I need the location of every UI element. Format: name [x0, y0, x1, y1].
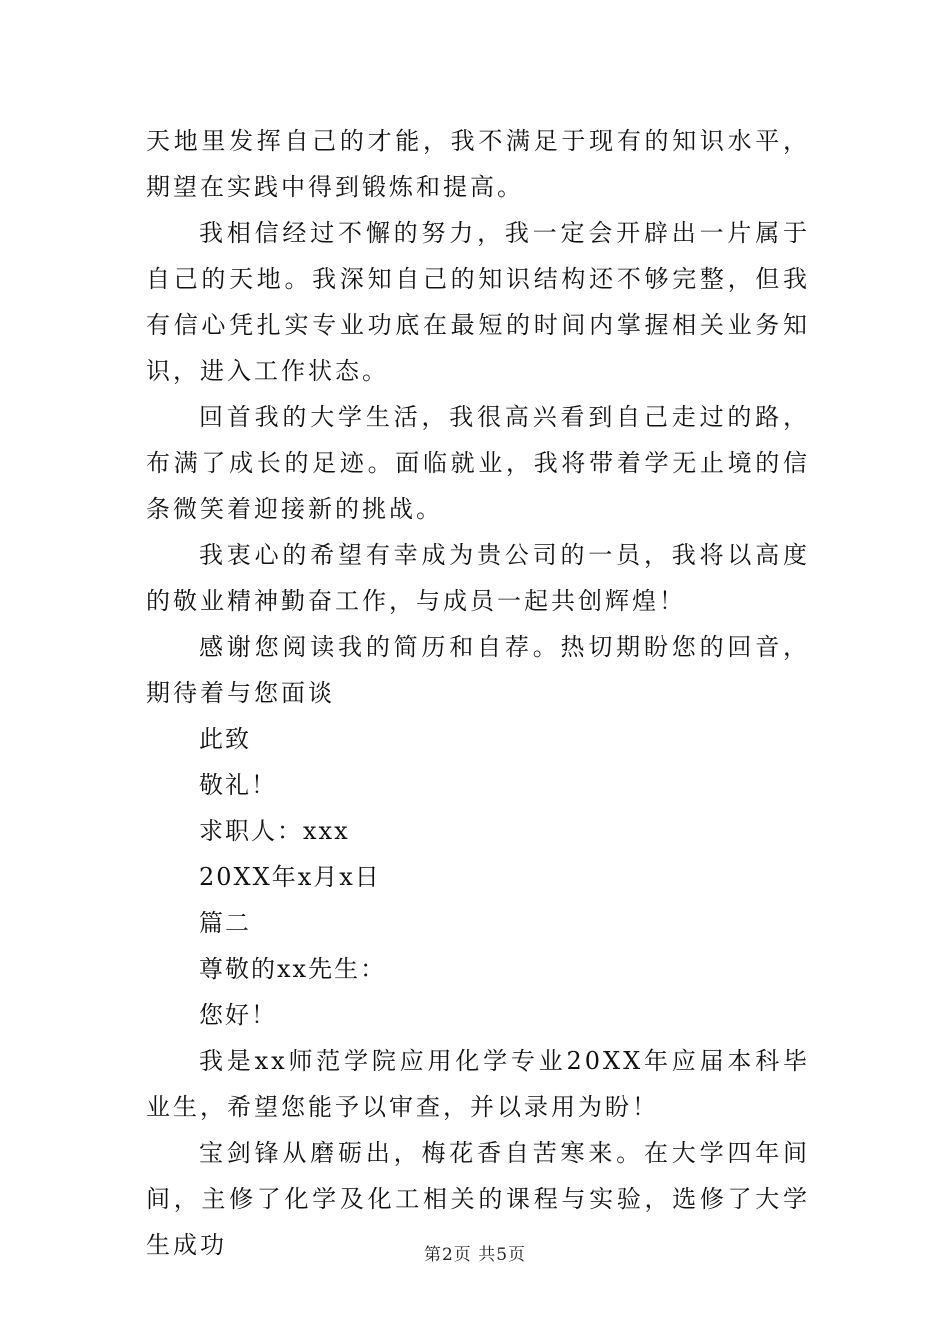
document-body	[146, 118, 810, 1268]
page-footer: 第2页 共5页	[423, 1245, 527, 1265]
paragraph-confidence: 我相信经过不懈的努力，我一定会开辟出一片属于自己的天地。我深知自己的知识结构还不够完整，但我有信心凭扎实专业功底在最短的时间内掌握相关业务知识，进入工作状态。	[146, 219, 810, 385]
section-title: 篇二	[199, 909, 251, 937]
paragraph-thanks: 感谢您阅读我的简历和自荐。热切期盼您的回音，期待着与您面谈	[146, 633, 810, 707]
salutation-line: 尊敬的xx先生：	[199, 955, 387, 983]
signature-line: 求职人：xxx	[199, 817, 350, 845]
paragraph-studies: 宝剑锋从磨砺出，梅花香自苦寒来。在大学四年间间，主修了化学及化工相关的课程与实验，选修了大学生成功	[146, 1139, 810, 1259]
greeting-line: 您好！	[199, 1001, 277, 1029]
paragraph-continuation: 天地里发挥自己的才能，我不满足于现有的知识水平，期望在实践中得到锻炼和提高。	[146, 127, 810, 201]
paragraph-introduction: 我是xx师范学院应用化学专业20XX年应届本科毕业生，希望您能予以审查，并以录用为盼！	[146, 1047, 810, 1121]
closing-line-2: 敬礼！	[199, 771, 277, 799]
paragraph-college-life: 回首我的大学生活，我很高兴看到自己走过的路，布满了成长的足迹。面临就业，我将带着学无止境的信条微笑着迎接新的挑战。	[146, 403, 810, 523]
date-line: 20XX年x月x日	[199, 863, 381, 891]
paragraph-hope: 我衷心的希望有幸成为贵公司的一员，我将以高度的敬业精神勤奋工作，与成员一起共创辉煌！	[146, 541, 810, 615]
closing-line-1: 此致	[199, 725, 251, 753]
